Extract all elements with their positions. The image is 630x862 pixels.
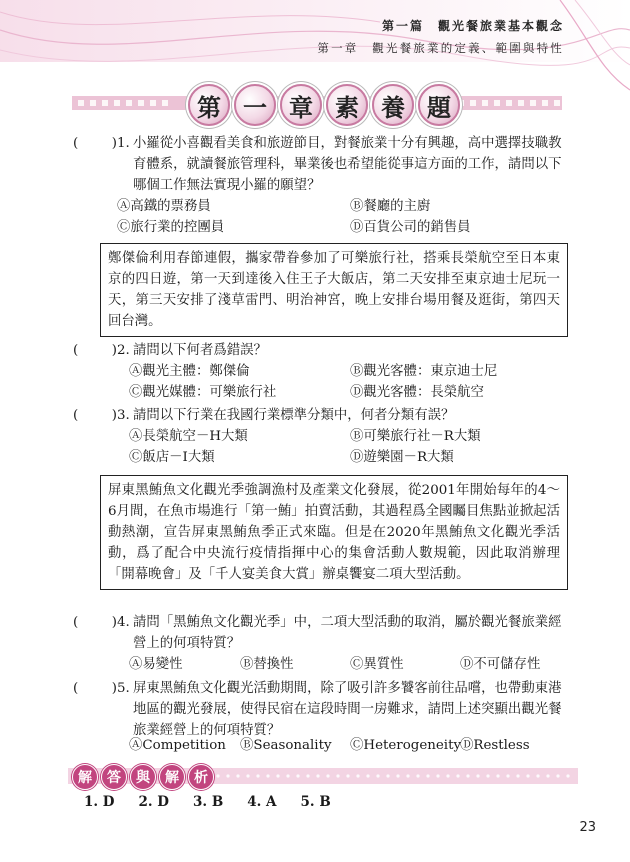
page-number: 23 bbox=[579, 820, 596, 835]
question-number: 5. bbox=[117, 681, 130, 696]
answer-blank-q5[interactable]: ( ) bbox=[73, 681, 117, 696]
answers-title-char: 析 bbox=[188, 764, 214, 790]
q1-option-a[interactable]: Ⓐ高鐵的票務員 bbox=[117, 199, 211, 214]
answer-blank-q1[interactable]: ( ) bbox=[73, 136, 117, 151]
running-header-part: 第一篇 觀光餐旅業基本觀念 bbox=[381, 19, 564, 33]
q3-option-c[interactable]: Ⓒ飯店－I大類 bbox=[129, 450, 215, 465]
q1-option-b[interactable]: Ⓑ餐廳的主廚 bbox=[350, 199, 431, 214]
running-header-chapter: 第一章 觀光餐旅業的定義、範圍與特性 bbox=[317, 41, 564, 55]
q5-option-d[interactable]: ⒹRestless bbox=[460, 738, 530, 753]
question-2-text: 請問以下何者爲錯誤？ bbox=[133, 343, 267, 358]
q2-option-d[interactable]: Ⓓ觀光客體：長榮航空 bbox=[350, 385, 484, 400]
q3-option-a[interactable]: Ⓐ長榮航空－H大類 bbox=[129, 429, 248, 444]
reading-passage-2: 屏東黑鮪魚文化觀光季強調漁村及產業文化發展，從2001年開始每年的4～6月間，在魚市場進行「第一鮪」拍賣活動，其過程爲全國矚目焦點並掀起活動熱潮，宣告屏東黑鮪魚季正式來臨。但是在2020年黑鮪魚文化觀光季活動，爲了配合中央流行疫情指揮中心的集會活動人數規範，因此取消辦理「開幕晚會」及「千人宴美食大賞」辦桌饗宴二項大型活動。 bbox=[100, 475, 568, 590]
answer-item: 1. D bbox=[84, 794, 115, 810]
question-4-text: 請問「黑鮪魚文化觀光季」中，二項大型活動的取消，屬於觀光餐旅業經營上的何項特質？ bbox=[133, 615, 562, 651]
q4-option-a[interactable]: Ⓐ易變性 bbox=[129, 657, 183, 672]
q2-option-c[interactable]: Ⓒ觀光媒體：可樂旅行社 bbox=[129, 385, 277, 400]
q2-option-a[interactable]: Ⓐ觀光主體：鄭傑倫 bbox=[129, 364, 250, 379]
section-title-char: 養 bbox=[372, 84, 414, 126]
q1-option-c[interactable]: Ⓒ旅行業的控團員 bbox=[117, 220, 225, 235]
section-title-char: 第 bbox=[188, 84, 230, 126]
answer-blank-q2[interactable]: ( ) bbox=[73, 343, 117, 358]
q5-option-a[interactable]: ⒶCompetition bbox=[129, 738, 226, 753]
answers-title-char: 解 bbox=[159, 764, 185, 790]
answers-title-char: 與 bbox=[130, 764, 156, 790]
reading-passage-1: 鄭傑倫利用春節連假，攜家帶眷參加了可樂旅行社，搭乘長榮航空至日本東京的四日遊，第一天到達後入住王子大飯店，第二天安排至東京迪士尼玩一天，第三天安排了淺草雷門、明治神宮，晚上安排台場用餐及逛街，第四天回台灣。 bbox=[100, 243, 568, 337]
question-5-text: 屏東黑鮪魚文化觀光活動期間，除了吸引許多饕客前往品嚐，也帶動東港地區的觀光發展，使得民宿在這段時間一房難求，請問上述突顯出觀光餐旅業經營上的何項特質？ bbox=[133, 681, 562, 738]
answers-title bbox=[72, 764, 214, 790]
answer-item: 2. D bbox=[138, 794, 170, 810]
q2-option-b[interactable]: Ⓑ觀光客體：東京迪士尼 bbox=[350, 364, 498, 379]
section-title-char: 一 bbox=[234, 84, 276, 126]
q5-option-b[interactable]: ⒷSeasonality bbox=[240, 738, 332, 753]
q4-option-d[interactable]: Ⓓ不可儲存性 bbox=[460, 657, 541, 672]
q5-option-c[interactable]: ⒸHeterogeneity bbox=[350, 738, 462, 753]
q3-option-d[interactable]: Ⓓ遊樂園－R大類 bbox=[350, 450, 454, 465]
question-1-text: 小羅從小喜觀看美食和旅遊節目，對餐旅業十分有興趣，高中選擇技職教育體系，就讀餐旅管理科，畢業後也希望能從事這方面的工作，請問以下哪個工作無法實現小羅的願望？ bbox=[133, 136, 562, 193]
section-title-char: 章 bbox=[280, 84, 322, 126]
section-title bbox=[188, 84, 460, 126]
answers-title-char: 解 bbox=[72, 764, 98, 790]
answer-blank-q4[interactable]: ( ) bbox=[73, 615, 117, 630]
q3-option-b[interactable]: Ⓑ可樂旅行社－R大類 bbox=[350, 429, 481, 444]
answer-blank-q3[interactable]: ( ) bbox=[73, 408, 117, 423]
answer-item: 5. B bbox=[300, 794, 331, 810]
q1-option-d[interactable]: Ⓓ百貨公司的銷售員 bbox=[350, 220, 471, 235]
answer-item: 3. B bbox=[193, 794, 224, 810]
answers-title-char: 答 bbox=[101, 764, 127, 790]
q4-option-c[interactable]: Ⓒ異質性 bbox=[350, 657, 404, 672]
section-title-char: 題 bbox=[418, 84, 460, 126]
question-number: 4. bbox=[117, 615, 130, 630]
question-number: 2. bbox=[117, 343, 130, 358]
question-number: 3. bbox=[117, 408, 130, 423]
answer-key bbox=[84, 794, 331, 810]
question-number: 1. bbox=[117, 136, 130, 151]
question-3-text: 請問以下行業在我國行業標準分類中，何者分類有誤？ bbox=[133, 408, 455, 423]
answer-item: 4. A bbox=[247, 794, 277, 810]
q4-option-b[interactable]: Ⓑ替換性 bbox=[240, 657, 294, 672]
section-title-char: 素 bbox=[326, 84, 368, 126]
